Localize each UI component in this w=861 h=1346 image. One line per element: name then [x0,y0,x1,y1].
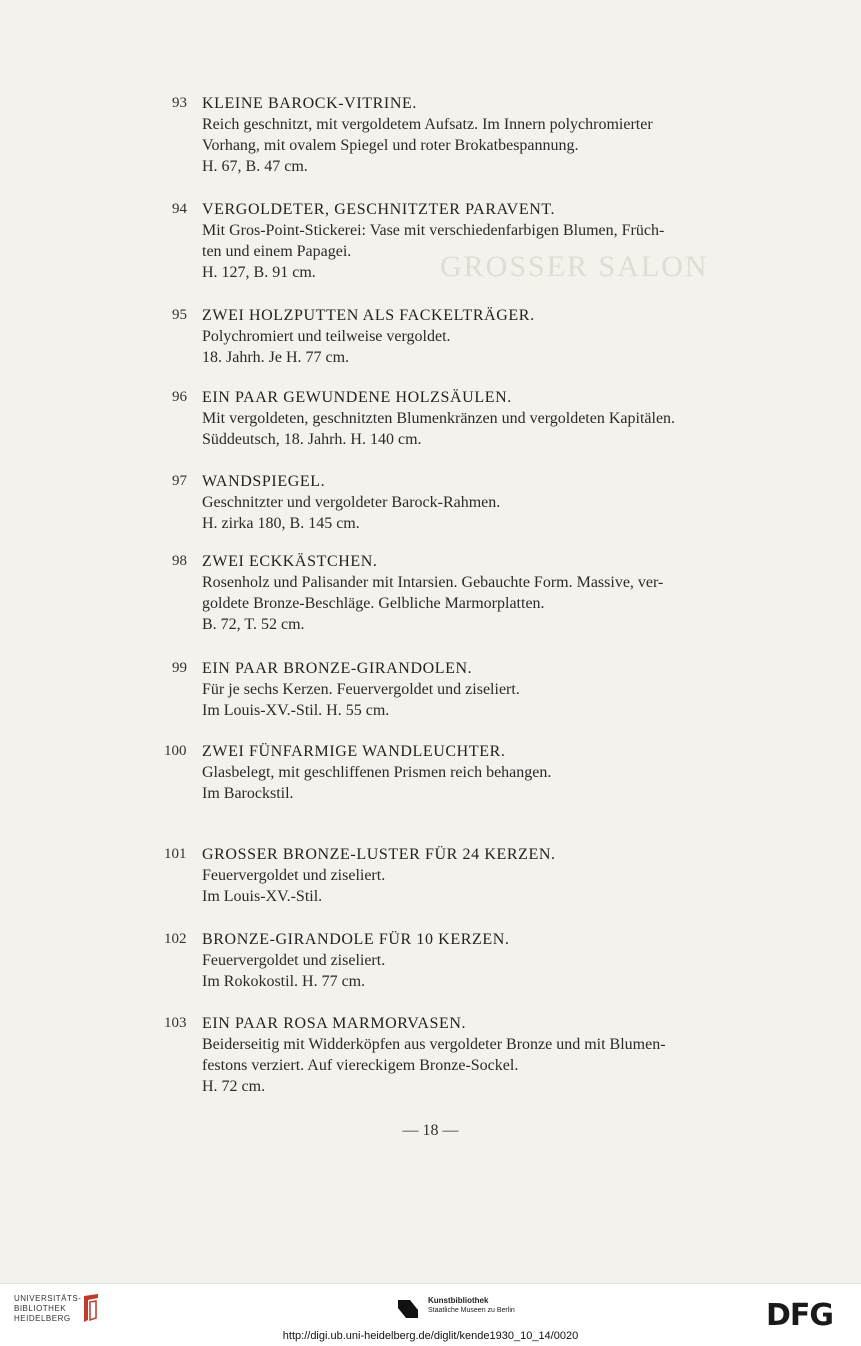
entry-number: 93 [172,95,187,111]
catalog-entry [164,846,772,909]
kunstbibliothek-subtitle: Staatliche Museen zu Berlin [428,1307,515,1314]
entry-description-line: Reich geschnitzt, mit vergoldetem Aufsatz. Im Innern polychromierter [202,116,653,133]
catalog-entry [172,389,772,452]
entry-title: WANDSPIEGEL. [202,473,326,490]
university-line-2: BIBLIOTHEK [14,1304,67,1313]
page-number: — 18 — [402,1122,459,1139]
entry-title: KLEINE BAROCK-VITRINE. [202,95,417,112]
catalog-entry [164,743,772,806]
entry-description-line: goldete Bronze-Beschläge. Gelbliche Marmorplatten. [202,595,545,612]
catalog-entry [164,931,772,994]
entry-number: 101 [164,846,187,862]
entry-description-line: festons verziert. Auf viereckigem Bronze-Sockel. [202,1057,519,1074]
entry-number: 99 [172,660,187,676]
university-library-logo[interactable] [14,1294,81,1324]
entry-title: ZWEI FÜNFARMIGE WANDLEUCHTER. [202,743,506,760]
entry-description-line: Feuervergoldet und ziseliert. [202,867,386,884]
catalog-entry [172,553,772,637]
entry-description-line: Mit vergoldeten, geschnitzten Blumenkränzen und vergoldeten Kapitälen. [202,410,676,427]
entry-description-line: H. 72 cm. [202,1078,266,1095]
entry-number: 96 [172,389,187,405]
entry-number: 102 [164,931,187,947]
dfg-logo[interactable]: DFG [766,1298,834,1333]
entry-description-line: B. 72, T. 52 cm. [202,616,305,633]
catalog-entry [164,1015,772,1099]
entry-number: 94 [172,201,187,217]
entry-description-line: Für je sechs Kerzen. Feuervergoldet und ziseliert. [202,681,520,698]
entry-title: BRONZE-GIRANDOLE FÜR 10 KERZEN. [202,931,510,948]
entry-title: EIN PAAR BRONZE-GIRANDOLEN. [202,660,473,677]
entry-title: EIN PAAR GEWUNDENE HOLZSÄULEN. [202,389,512,406]
entry-description-line: H. 127, B. 91 cm. [202,264,316,281]
entry-title: GROSSER BRONZE-LUSTER FÜR 24 KERZEN. [202,846,556,863]
entry-description-line: Beiderseitig mit Widderköpfen aus vergoldeter Bronze und mit Blumen- [202,1036,666,1053]
footer-bar [0,1283,861,1346]
entry-description-line: Feuervergoldet und ziseliert. [202,952,386,969]
bleed-through-heading: GROSSER SALON [440,250,709,283]
catalog-entry [172,201,772,285]
entry-description-line: Mit Gros-Point-Stickerei: Vase mit verschiedenfarbigen Blumen, Früch- [202,222,665,239]
entry-description-line: Im Louis-XV.-Stil. H. 55 cm. [202,702,390,719]
document-url[interactable]: http://digi.ub.uni-heidelberg.de/diglit/kende1930_10_14/0020 [282,1330,579,1342]
entry-description-line: Im Rokokostil. H. 77 cm. [202,973,366,990]
entry-title: ZWEI ECKKÄSTCHEN. [202,553,378,570]
catalog-entry [172,307,772,370]
entry-number: 100 [164,743,187,759]
entry-title: ZWEI HOLZPUTTEN ALS FACKELTRÄGER. [202,307,535,324]
entry-description-line: Im Barockstil. [202,785,294,802]
kunstbibliothek-logo-icon[interactable] [396,1296,420,1320]
catalog-entry [172,660,772,723]
entry-number: 95 [172,307,187,323]
entry-title: EIN PAAR ROSA MARMORVASEN. [202,1015,467,1032]
university-line-3: HEIDELBERG [14,1314,71,1323]
entry-description-line: 18. Jahrh. Je H. 77 cm. [202,349,350,366]
entry-description-line: Vorhang, mit ovalem Spiegel und roter Brokatbespannung. [202,137,579,154]
catalog-entry [172,95,772,179]
entry-description-line: Rosenholz und Palisander mit Intarsien. Gebauchte Form. Massive, ver- [202,574,664,591]
entry-number: 103 [164,1015,187,1031]
kunstbibliothek-title: Kunstbibliothek [428,1296,489,1305]
entry-description-line: H. 67, B. 47 cm. [202,158,308,175]
university-line-1: UNIVERSITÄTS- [14,1294,82,1303]
entry-title: VERGOLDETER, GESCHNITZTER PARAVENT. [202,201,556,218]
entry-description-line: H. zirka 180, B. 145 cm. [202,515,360,532]
entry-description-line: Im Louis-XV.-Stil. [202,888,323,905]
kunstbibliothek-label [428,1295,515,1316]
entry-description-line: Glasbelegt, mit geschliffenen Prismen reich behangen. [202,764,552,781]
entry-description-line: Polychromiert und teilweise vergoldet. [202,328,451,345]
catalog-entry [172,473,772,536]
entry-number: 97 [172,473,187,489]
entry-description-line: Geschnitzter und vergoldeter Barock-Rahmen. [202,494,501,511]
entry-number: 98 [172,553,187,569]
university-crest-icon [80,1292,102,1324]
entry-description-line: ten und einem Papagei. [202,243,352,260]
entry-description-line: Süddeutsch, 18. Jahrh. H. 140 cm. [202,431,422,448]
